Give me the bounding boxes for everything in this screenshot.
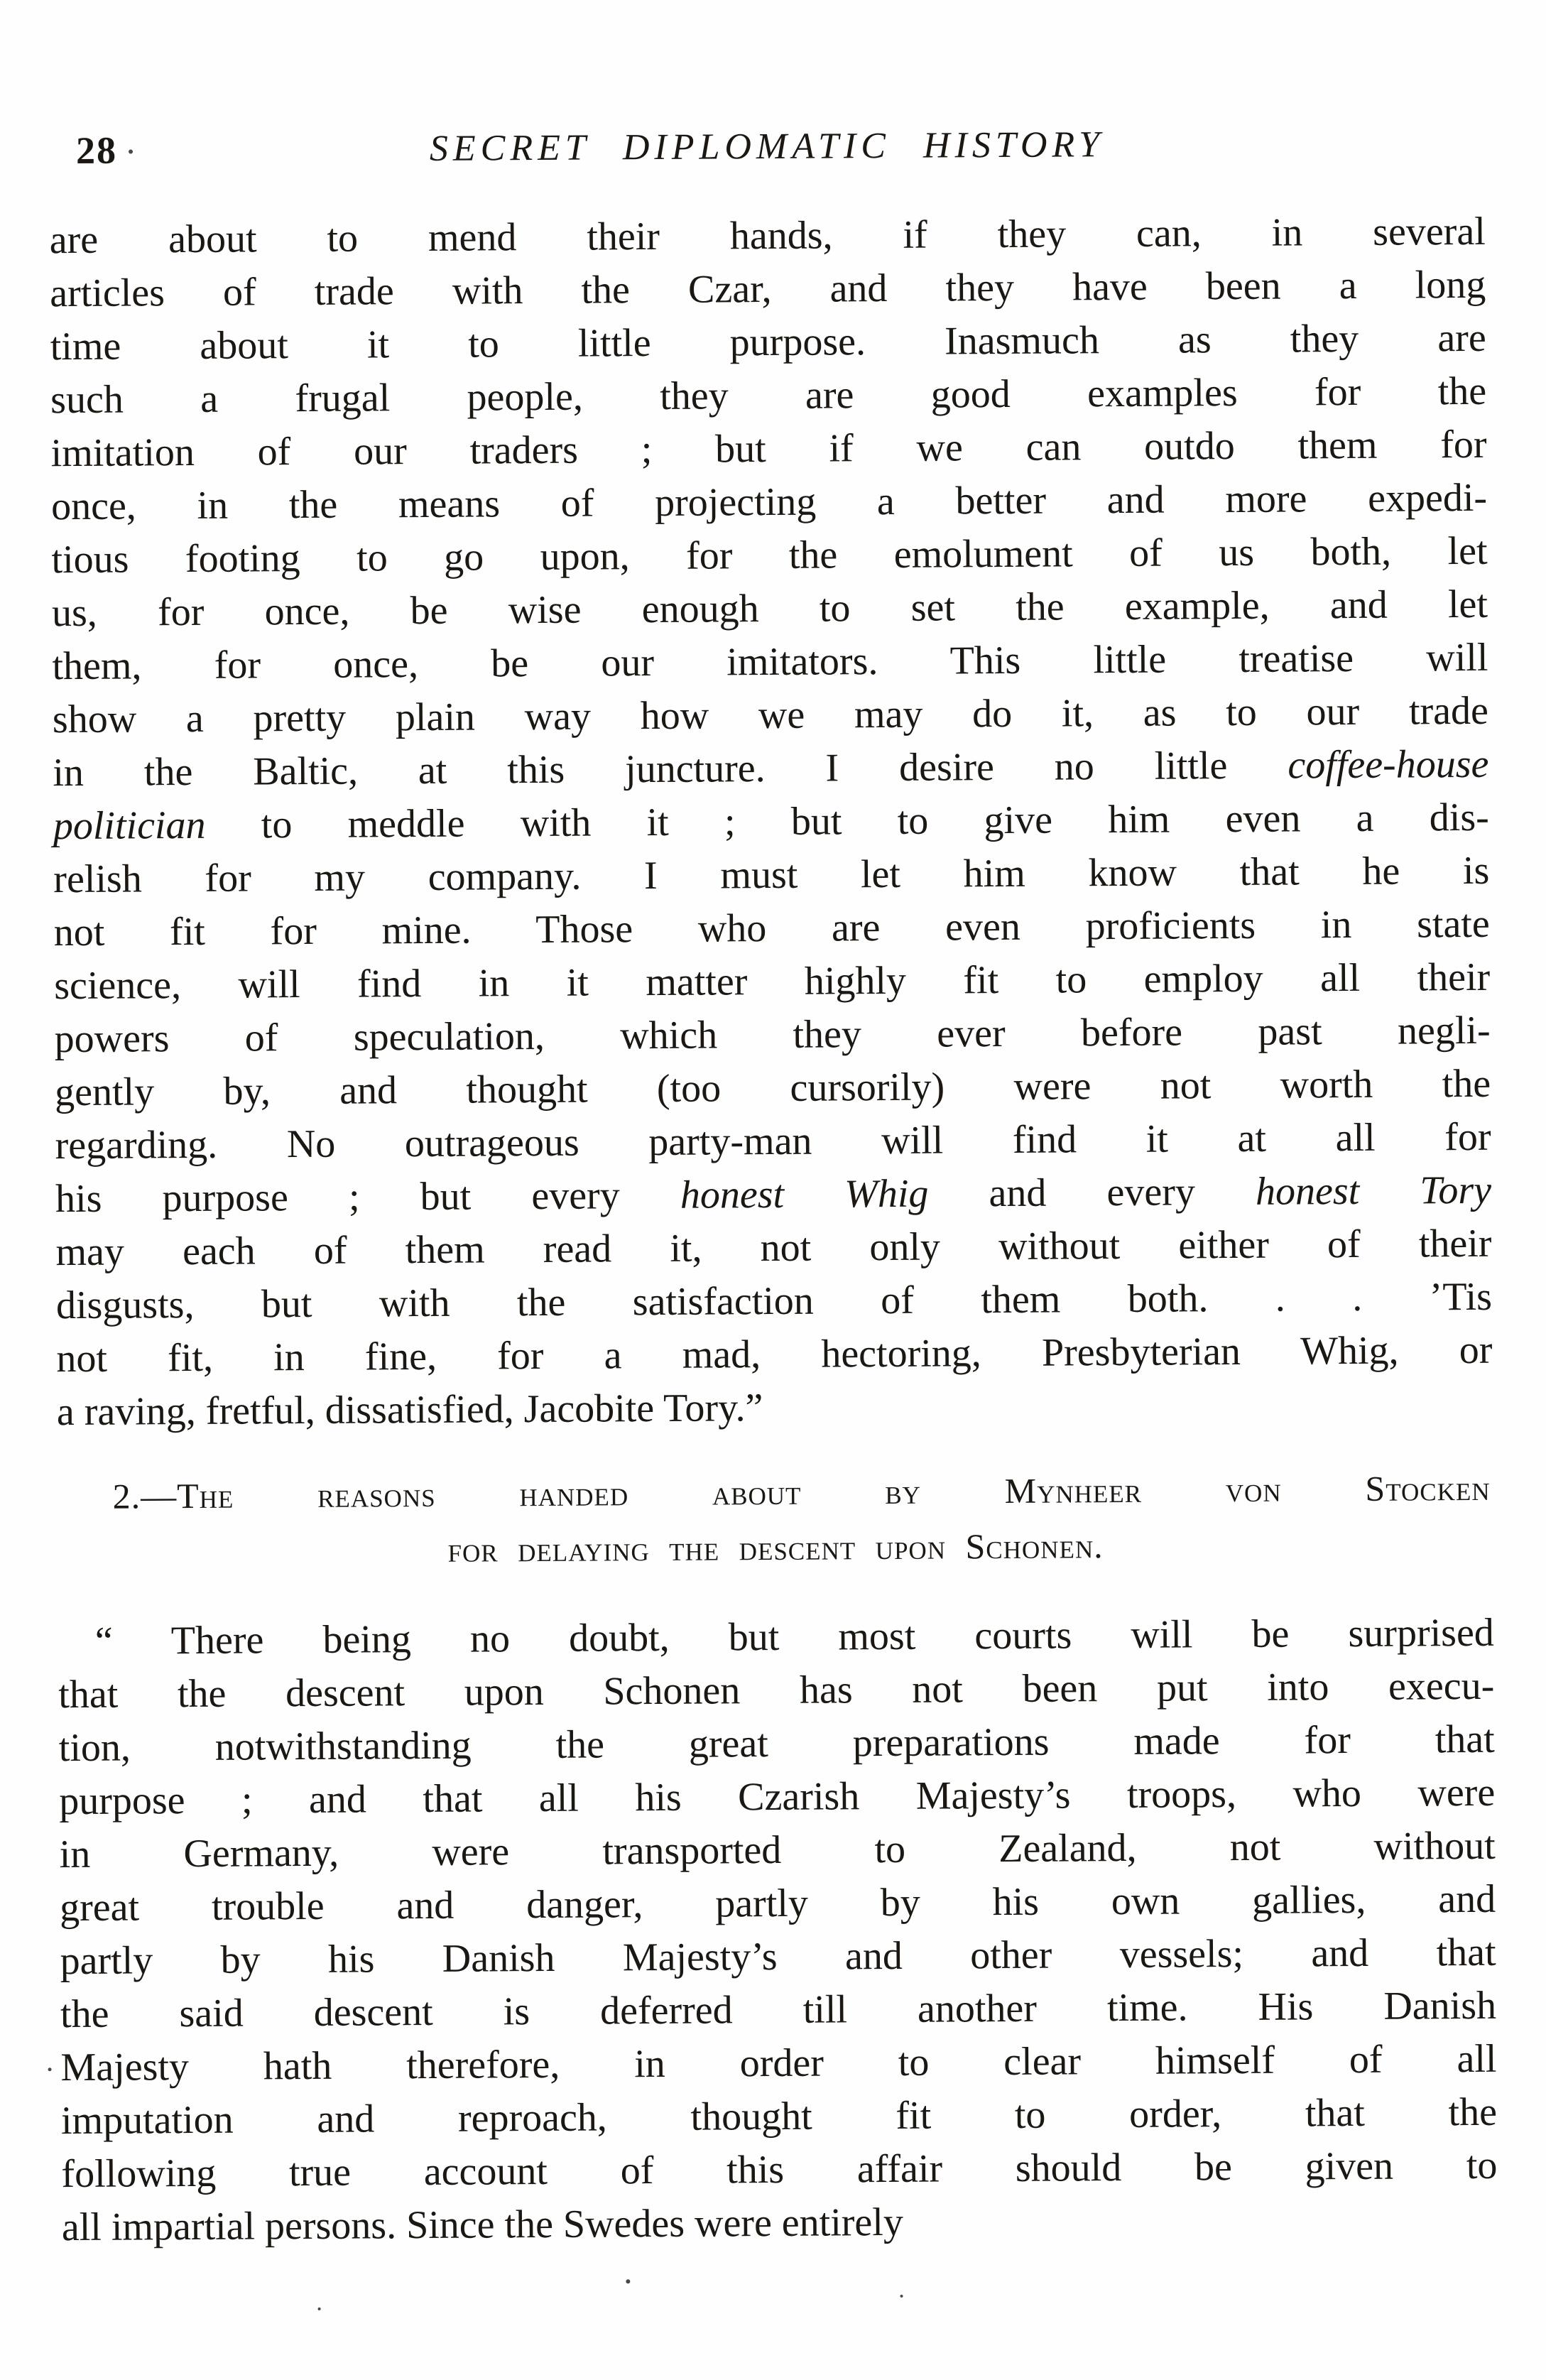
- text-run: gently by, and thought (too cursorily) were not worth the: [54, 1061, 1491, 1115]
- text-line: [50, 365, 1486, 427]
- text-line: [51, 525, 1487, 587]
- text-line: [53, 738, 1488, 800]
- page-number: 28: [75, 129, 118, 172]
- text-run: and every: [928, 1169, 1256, 1216]
- text-line: [55, 1111, 1491, 1173]
- text-line: [58, 1607, 1494, 1668]
- text-run: tion, notwithstanding the great preparations made for that: [58, 1717, 1495, 1771]
- text-line: [56, 1324, 1492, 1386]
- text-run: that the descent upon Schonen has not been put into execu-: [58, 1663, 1495, 1717]
- text-line: [60, 1979, 1496, 2041]
- text-line: [50, 205, 1486, 267]
- text-line: [60, 1926, 1496, 1988]
- text-run: not fit for mine. Those who are even proficients in state: [53, 901, 1490, 955]
- paragraph-2: [58, 1607, 1498, 2254]
- heading-word: Stocken: [1365, 1467, 1491, 1509]
- text-run: a raving, fretful, dissatisfied, Jacobite Tory.”: [56, 1386, 763, 1435]
- text-run: all impartial persons. Since the Swedes were entirely: [61, 2200, 904, 2250]
- text-run: partly by his Danish Majesty’s and other vessels; and that: [60, 1930, 1496, 1984]
- text-run: are about to mend their hands, if they can, in several: [49, 209, 1486, 263]
- text-line: [53, 791, 1489, 853]
- text-run: imitation of our traders ; but if we can outdo them for: [50, 422, 1487, 476]
- text-run: powers of speculation, which they ever before past negli-: [54, 1008, 1491, 1062]
- text-run: the said descent is deferred till another time. His Danish: [60, 1983, 1497, 2037]
- text-line: [50, 312, 1486, 374]
- text-line: [57, 1377, 1493, 1439]
- text-run: may each of them read it, not only without either of their: [55, 1221, 1492, 1275]
- heading-word: by: [885, 1471, 922, 1512]
- text-line: [61, 2086, 1497, 2148]
- text-line: [51, 472, 1487, 533]
- text-run: relish for my company. I must let him know that he is: [53, 848, 1490, 902]
- text-line: [60, 2033, 1496, 2094]
- text-run: “ There being no doubt, but most courts will be surprised: [94, 1610, 1495, 1663]
- text-run: once, in the means of projecting a better and more expedi-: [50, 475, 1488, 529]
- section-heading: [57, 1460, 1493, 1580]
- scan-speck: [900, 2295, 903, 2298]
- text-line: [52, 631, 1488, 693]
- text-line: [55, 1164, 1491, 1226]
- text-run: in Germany, were transported to Zealand, not without: [59, 1823, 1496, 1877]
- text-line: [50, 418, 1486, 480]
- text-run: such a frugal people, they are good examples for the: [50, 369, 1487, 423]
- text-line: [54, 1004, 1490, 1066]
- text-run: great trouble and danger, partly by his own gallies, and: [59, 1876, 1496, 1930]
- text-run: time about it to little purpose. Inasmuch as they are: [50, 315, 1486, 369]
- section-heading-line-2: for delaying the descent upon Schonen.: [447, 1526, 1104, 1570]
- text-run: imputation and reproach, thought fit to order, that the: [60, 2090, 1498, 2143]
- text-line: [60, 1873, 1496, 1935]
- text-line: [53, 685, 1488, 746]
- text-line: [54, 898, 1490, 960]
- text-run: us, for once, be wise enough to set the example, and let: [51, 582, 1488, 636]
- text-line: [55, 1058, 1491, 1119]
- running-title: SECRET DIPLOMATIC HISTORY: [429, 124, 1105, 169]
- running-header: [49, 120, 1485, 173]
- text-run: science, will find in it matter highly fit to employ all their: [54, 955, 1491, 1009]
- text-line: [53, 844, 1489, 906]
- text-line: [59, 1820, 1495, 1881]
- heading-word: handed: [519, 1473, 629, 1514]
- text-line: [62, 2192, 1498, 2254]
- italic-text-run: coffee-house: [1288, 741, 1489, 788]
- section-heading-line-1: [112, 1460, 1490, 1524]
- heading-word: Mynheer: [1004, 1469, 1143, 1511]
- text-run: tious footing to go upon, for the emolument of us both, let: [51, 528, 1488, 582]
- text-run: show a pretty plain way how we may do it, as to our trade: [52, 688, 1489, 742]
- text-line: [59, 1713, 1495, 1775]
- text-run: regarding. No outrageous party-man will find it at all for: [55, 1114, 1491, 1168]
- text-run: in the Baltic, at this juncture. I desire no little: [53, 743, 1288, 795]
- text-run: articles of trade with the Czar, and they have been a long: [50, 262, 1486, 316]
- heading-word: about: [712, 1472, 802, 1513]
- text-line: [61, 2139, 1497, 2201]
- text-line: [56, 1271, 1492, 1332]
- heading-word: 2.—The: [112, 1475, 234, 1516]
- scan-speck: [48, 2067, 52, 2071]
- text-line: [59, 1766, 1495, 1828]
- text-run: not fit, in fine, for a mad, hectoring, Presbyterian Whig, or: [56, 1327, 1493, 1381]
- text-run: Majesty hath therefore, in order to clear himself of all: [60, 2036, 1497, 2090]
- text-line: [55, 1217, 1491, 1279]
- text-run: them, for once, be our imitators. This little treatise will: [52, 635, 1488, 689]
- text-run: his purpose ; but every: [55, 1173, 681, 1222]
- text-run: purpose ; and that all his Czarish Majesty’s troops, who were: [59, 1770, 1496, 1824]
- text-run: to meddle with it ; but to give him even a dis-: [205, 795, 1490, 847]
- italic-text-run: politician: [53, 803, 206, 849]
- scan-speck: [318, 2308, 321, 2310]
- scan-speck: [129, 149, 133, 153]
- text-line: [58, 1660, 1494, 1722]
- text-run: disgusts, but with the satisfaction of them both. . . ’Tis: [55, 1274, 1493, 1328]
- scan-speck: [626, 2279, 630, 2283]
- text-line: [50, 259, 1486, 320]
- text-line: [52, 578, 1488, 640]
- heading-word: von: [1225, 1469, 1282, 1510]
- heading-word: reasons: [317, 1474, 436, 1515]
- paragraph-1: [50, 205, 1493, 1439]
- text-run: following true account of this affair should be given to: [61, 2143, 1498, 2197]
- italic-text-run: honest Whig: [680, 1171, 929, 1217]
- text-line: [54, 951, 1490, 1013]
- italic-text-run: honest Tory: [1255, 1168, 1492, 1214]
